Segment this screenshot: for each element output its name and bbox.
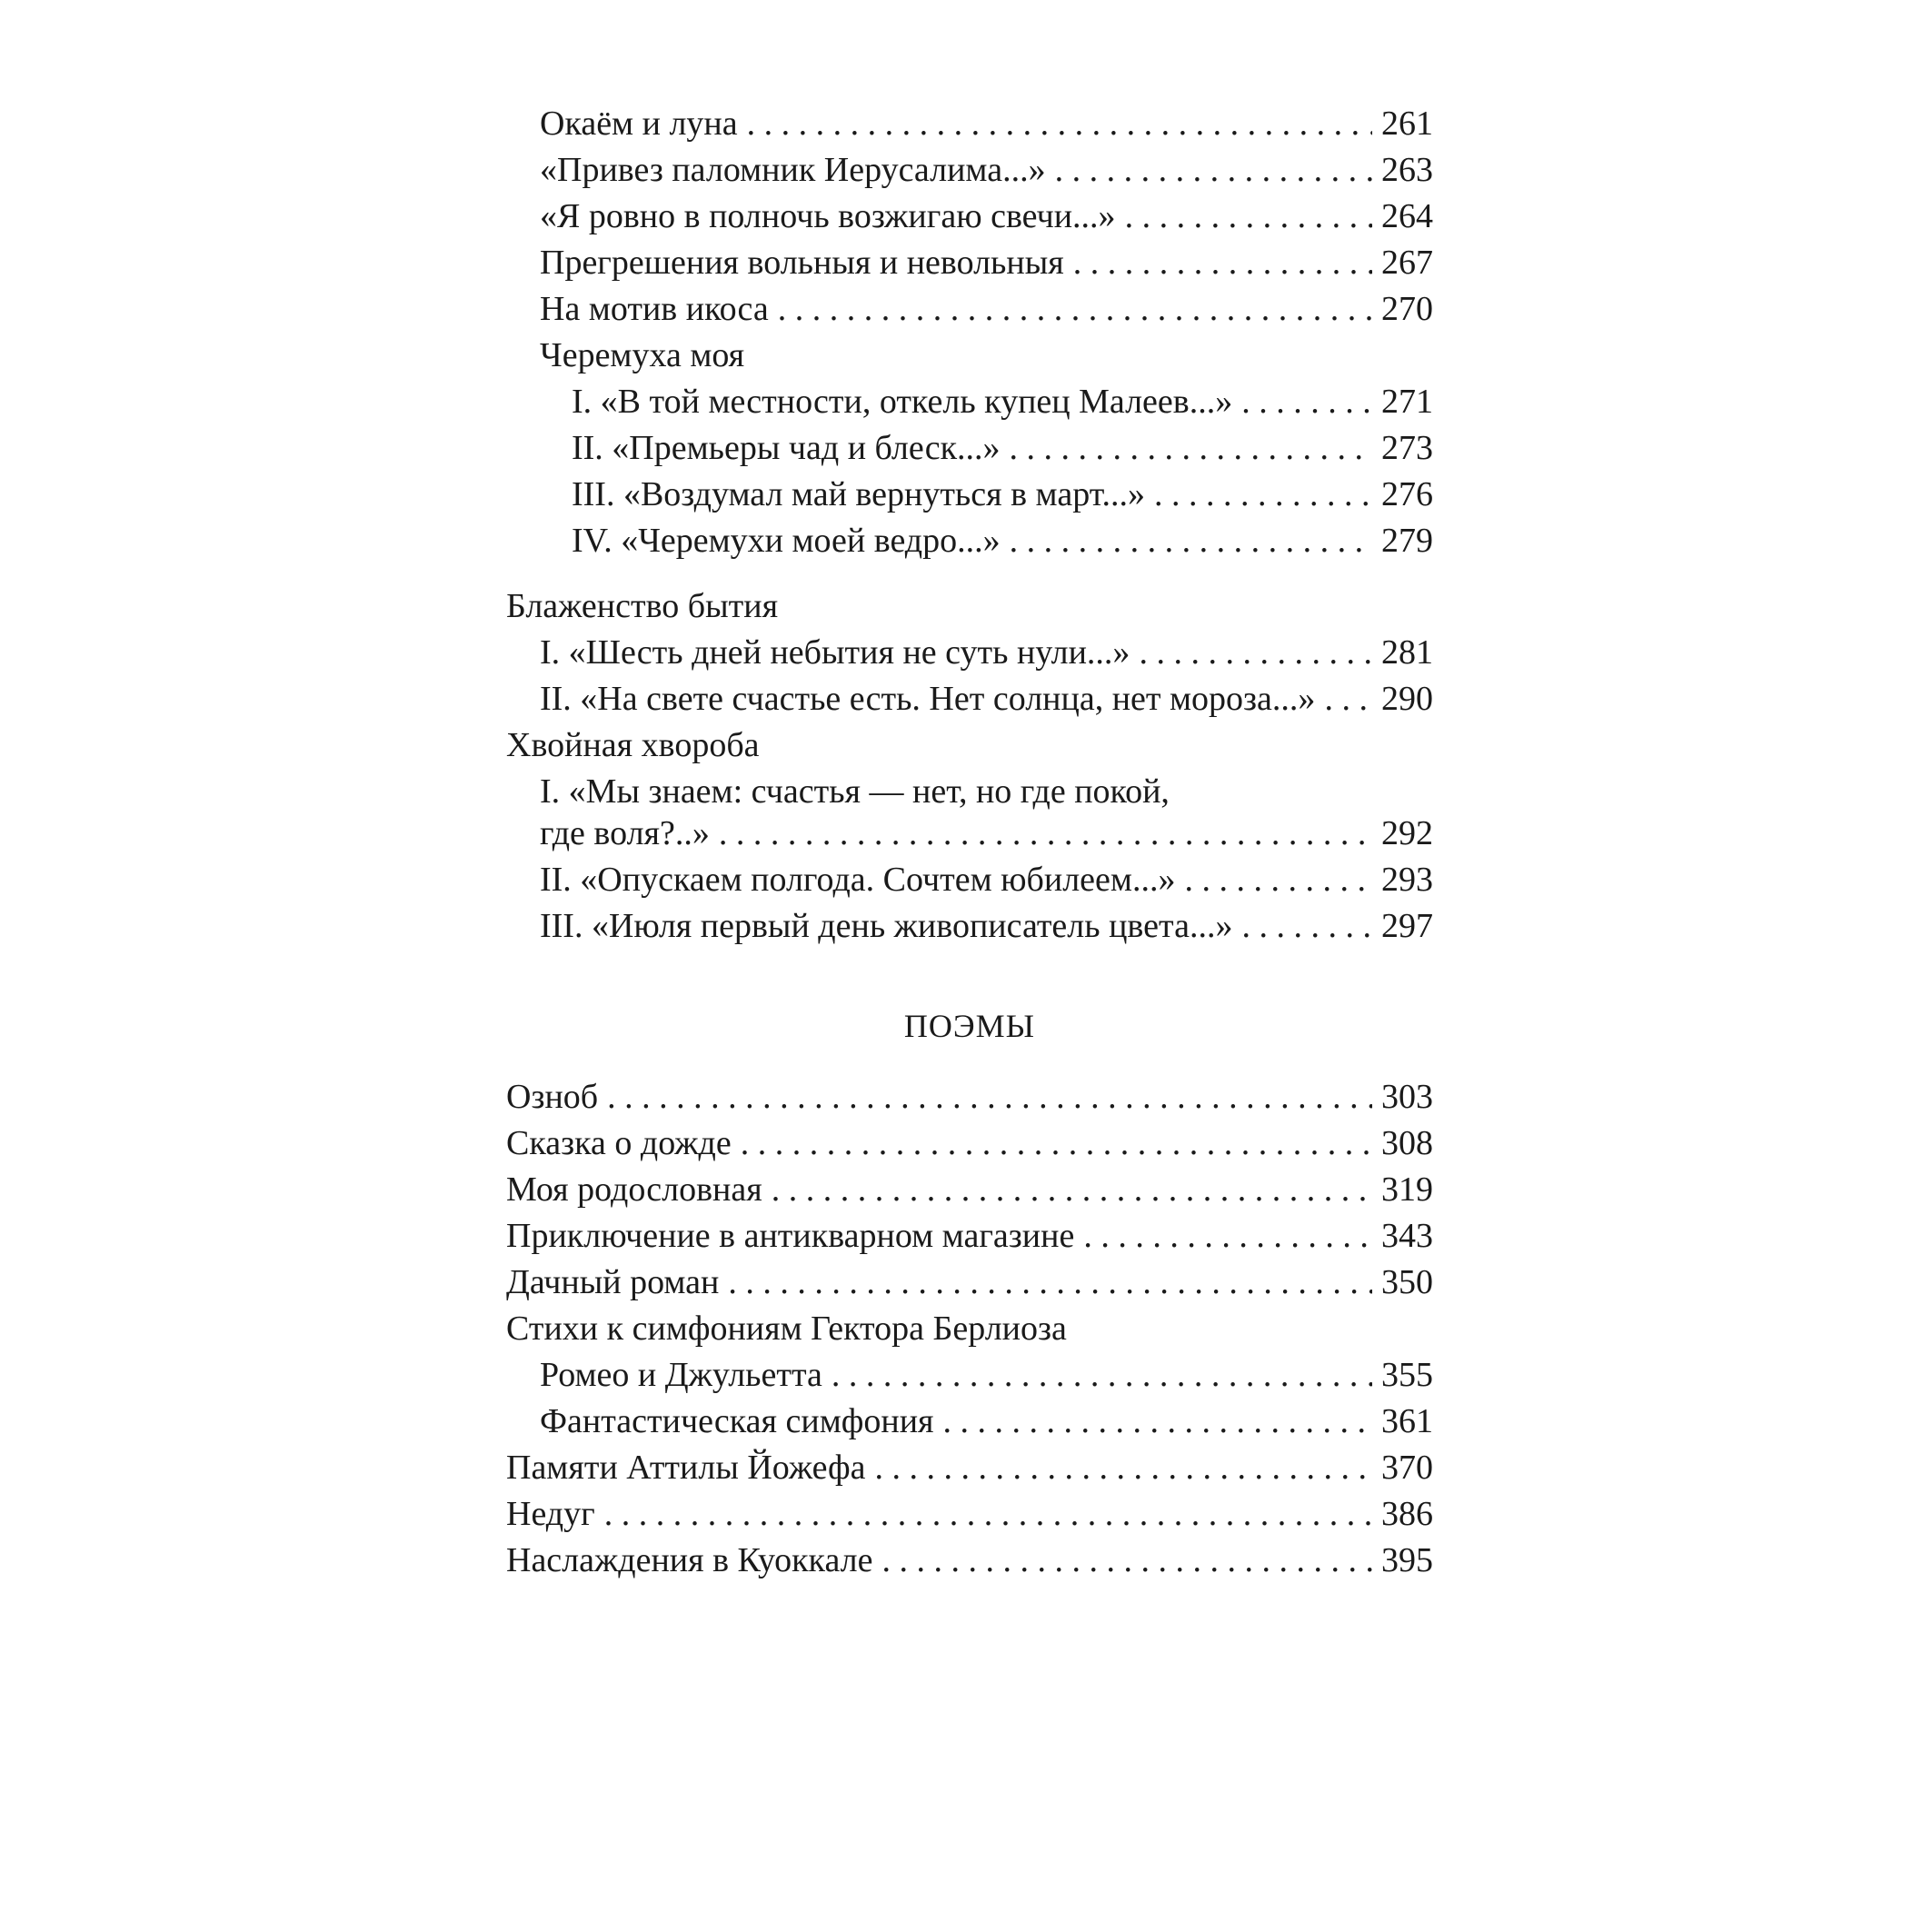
toc-entry-title: Фантастическая симфония [540,1402,934,1440]
toc-entry [506,1262,1433,1302]
toc-entry [540,1401,1433,1441]
dot-leader [943,1401,1372,1441]
toc-entry [506,1123,1433,1163]
toc-entry-page: 292 [1381,814,1433,852]
toc-entry [540,679,1433,719]
dot-leader [832,1355,1372,1395]
toc-entry-page: 270 [1381,290,1433,328]
toc-entry [572,382,1433,422]
dot-leader [1083,1216,1372,1256]
toc-entry-title: Прегрешения вольныя и невольныя [540,244,1064,282]
toc-entry-page: 273 [1381,429,1433,467]
toc-entry-title: II. «На свете счастье есть. Нет солнца, нет мороза...» [540,680,1316,718]
toc-entry [540,289,1433,329]
dot-leader [874,1448,1372,1488]
toc-entry [540,813,1433,853]
toc-entry-title: Ромео и Джульетта [540,1356,822,1394]
dot-leader [1184,860,1372,900]
dot-leader [1125,196,1372,236]
toc-entry-page: 264 [1381,197,1433,235]
dot-leader [1010,428,1372,468]
toc-entry-title: Памяти Аттилы Йожефа [506,1449,866,1487]
toc-entry-title: Хвойная хвороба [506,726,760,764]
toc-entry-title: I. «Мы знаем: счастья — нет, но где покой, [540,772,1170,811]
dot-leader [1241,382,1372,422]
toc-entry-page: 263 [1381,151,1433,189]
toc-entry-page: 370 [1381,1449,1433,1487]
dot-leader [1154,474,1372,514]
toc-entry-page: 361 [1381,1402,1433,1440]
toc-entry-title: I. «В той местности, откель купец Малеев...» [572,383,1233,421]
dot-leader [1010,521,1372,561]
dot-leader [747,104,1372,144]
toc-entry [540,1355,1433,1395]
toc-entry-page: 267 [1381,244,1433,282]
toc-entry-title: Приключение в антикварном магазине [506,1217,1075,1255]
dot-leader [772,1170,1372,1210]
toc-entry-title: Моя родословная [506,1170,762,1209]
toc-entry [540,906,1433,946]
toc-group-heading [506,586,1433,626]
toc-entry [506,1216,1433,1256]
toc-entry [572,474,1433,514]
toc-entry-line [540,772,1433,812]
dot-leader [1055,150,1372,190]
toc-entry [506,1448,1433,1488]
toc-entry-page: 290 [1381,680,1433,718]
toc-entry-title: III. «Июля первый день живописатель цвета...» [540,907,1233,945]
dot-leader [1241,906,1372,946]
toc-entry [540,150,1433,190]
toc-entry-title: Наслаждения в Куоккале [506,1541,873,1579]
toc-entry-title: I. «Шесть дней небытия не суть нули...» [540,633,1130,672]
toc-entry-page: 355 [1381,1356,1433,1394]
toc-entry [540,243,1433,283]
toc-entry-page: 303 [1381,1078,1433,1116]
toc-entry-page: 279 [1381,522,1433,560]
toc-entry-page: 395 [1381,1541,1433,1579]
toc-entry-page: 319 [1381,1170,1433,1209]
dot-leader [728,1262,1372,1302]
toc-entry [540,104,1433,144]
dot-leader [741,1123,1372,1163]
toc-group-heading [540,335,1433,375]
toc-entry-title: «Я ровно в полночь возжигаю свечи...» [540,197,1116,235]
toc-entry-title: «Привез паломник Иерусалима...» [540,151,1046,189]
toc-entry-page: 271 [1381,383,1433,421]
toc-entry-title: Озноб [506,1078,599,1116]
toc-entry-title: Окаём и луна [540,105,738,143]
toc-entry-page: 276 [1381,475,1433,513]
toc-entry-page: 308 [1381,1124,1433,1162]
toc-entry-title: II. «Премьеры чад и блеск...» [572,429,1001,467]
toc-entry-page: 293 [1381,861,1433,899]
toc-entry [572,428,1433,468]
toc-entry-page: 281 [1381,633,1433,672]
toc-entry [506,1077,1433,1117]
toc-entry-title: Черемуха моя [540,336,745,374]
toc-entry-title: II. «Опускаем полгода. Сочтем юбилеем...» [540,861,1176,899]
dot-leader [1139,632,1372,672]
dot-leader [604,1494,1372,1534]
toc-entry [506,1170,1433,1210]
dot-leader [881,1540,1372,1580]
toc-entry [540,860,1433,900]
toc-entry [506,1540,1433,1580]
dot-leader [607,1077,1372,1117]
toc-entry-title: Недуг [506,1495,595,1533]
toc-entry-title: Блаженство бытия [506,587,779,625]
dot-leader [1073,243,1372,283]
dot-leader [719,813,1372,853]
toc-entry-title: где воля?..» [540,814,710,852]
toc-entry-page: 386 [1381,1495,1433,1533]
toc-entry-title: На мотив икоса [540,290,769,328]
toc-entry-title: Сказка о дожде [506,1124,732,1162]
toc-group-heading [506,725,1433,765]
toc-entry [506,1494,1433,1534]
toc-entry [540,632,1433,672]
dot-leader [1324,679,1372,719]
toc-entry-page: 261 [1381,105,1433,143]
toc-entry-page: 350 [1381,1263,1433,1301]
toc-entry-page: 297 [1381,907,1433,945]
toc-entry-page: 343 [1381,1217,1433,1255]
dot-leader [778,289,1372,329]
toc-group-heading [506,1309,1433,1349]
toc-entry-title: Дачный роман [506,1263,720,1301]
section-heading: ПОЭМЫ [903,1008,1036,1044]
toc-entry-title: III. «Воздумал май вернуться в март...» [572,475,1145,513]
toc-entry [540,196,1433,236]
toc-entry [572,521,1433,561]
toc-entry-title: IV. «Черемухи моей ведро...» [572,522,1001,560]
toc-entry-title: Стихи к симфониям Гектора Берлиоза [506,1310,1067,1348]
